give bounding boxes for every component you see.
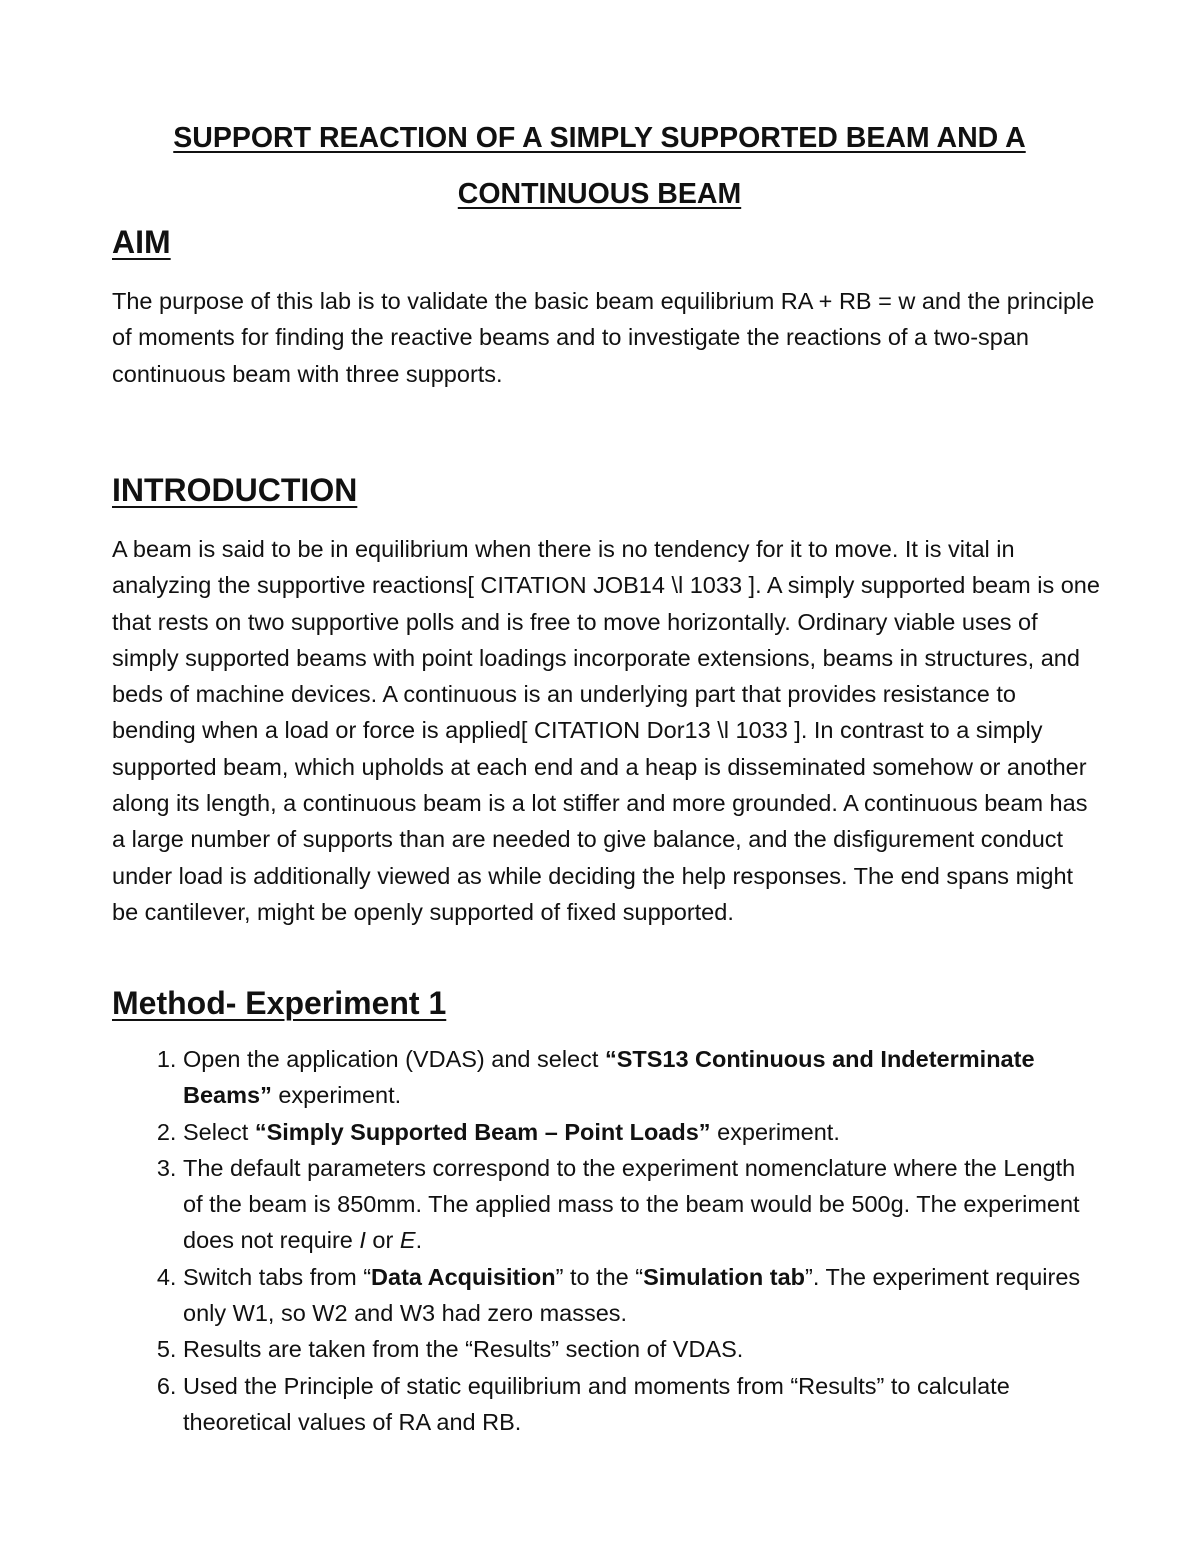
step-4-text-end: ”. The experiment requires only W1, so W2 and W3 had zero masses. [183,1263,1081,1327]
step-1-bold: “STS13 Continuous and Indeterminate Beams” [183,1046,1035,1109]
step-3-italic-e: E [399,1227,416,1254]
method-step-5: 5. Results are taken from the “Results” section of VDAS. [183,1331,1100,1367]
step-3-text-end: . [415,1227,423,1254]
step-2-bold: “Simply Supported Beam – Point Loads” [254,1118,711,1145]
step-3-text-mid: or [365,1227,400,1254]
step-3-italic-i: I [359,1227,366,1254]
method-step-6: 6. Used the Principle of static equilibrium and moments from “Results” to calculate theoretical values of RA and RB. [183,1368,1100,1441]
step-4-bold-2: Simulation tab [643,1263,806,1290]
method-heading: Method- Experiment 1 [112,985,447,1021]
step-1-text-end: experiment. [271,1082,402,1109]
step-4-text-mid: ” to the “ [555,1263,644,1290]
aim-heading: AIM [112,224,171,260]
method-step-2 [183,1114,1100,1150]
step-4-text: Switch tabs from “ [183,1263,372,1290]
method-step-4 [183,1259,1100,1332]
step-2-text-end: experiment. [710,1118,840,1145]
step-4-bold-1: Data Acquisition [371,1263,556,1290]
aim-paragraph: The purpose of this lab is to validate the basic beam equilibrium RA + RB = w and the principle of moments for finding the reactive beams and to investigate the reactions of a two-span continuous beam with three supports. [112,288,1095,387]
step-1-text: Open the application (VDAS) and select [183,1046,605,1072]
method-step-1 [183,1041,1100,1114]
introduction-paragraph: A beam is said to be in equilibrium when there is no tendency for it to move. It is vital in analyzing the supportive reactions[ CITATION JOB14 \l 1033 ]. A simply supported beam is one that rests on two supportive polls and is free to move horizontally. Ordinary viable uses of simply supported beams with point loadings incorporate extensions, beams in structures, and beds of machine devices. A continuous is an underlying part that provides resistance to bending when a load or force is applied[ CITATION Dor13 \l 1033 ]. In contrast to a simply supported beam, which upholds at each end and a heap is disseminated somehow or another along its length, a continuous beam is a lot stiffer and more grounded. A continuous beam has a large number of supports than are needed to give balance, and the disfigurement conduct under load is additionally viewed as while deciding the help responses. The end spans might be cantilever, might be openly supported of fixed supported. [112,536,1100,925]
method-step-3 [183,1150,1100,1259]
document-title [112,110,1087,222]
method-steps-list [112,1041,1100,1440]
step-2-text: Select [183,1118,255,1145]
title-line-1: SUPPORT REACTION OF A SIMPLY SUPPORTED BEAM AND A [173,122,1026,154]
introduction-heading: INTRODUCTION [112,472,358,508]
step-3-text: The default parameters correspond to the experiment nomenclature where the Length of the beam is 850mm. The applied mass to the beam would be 500g. The experiment does not require [183,1154,1080,1254]
title-line-2: CONTINUOUS BEAM [457,178,742,210]
